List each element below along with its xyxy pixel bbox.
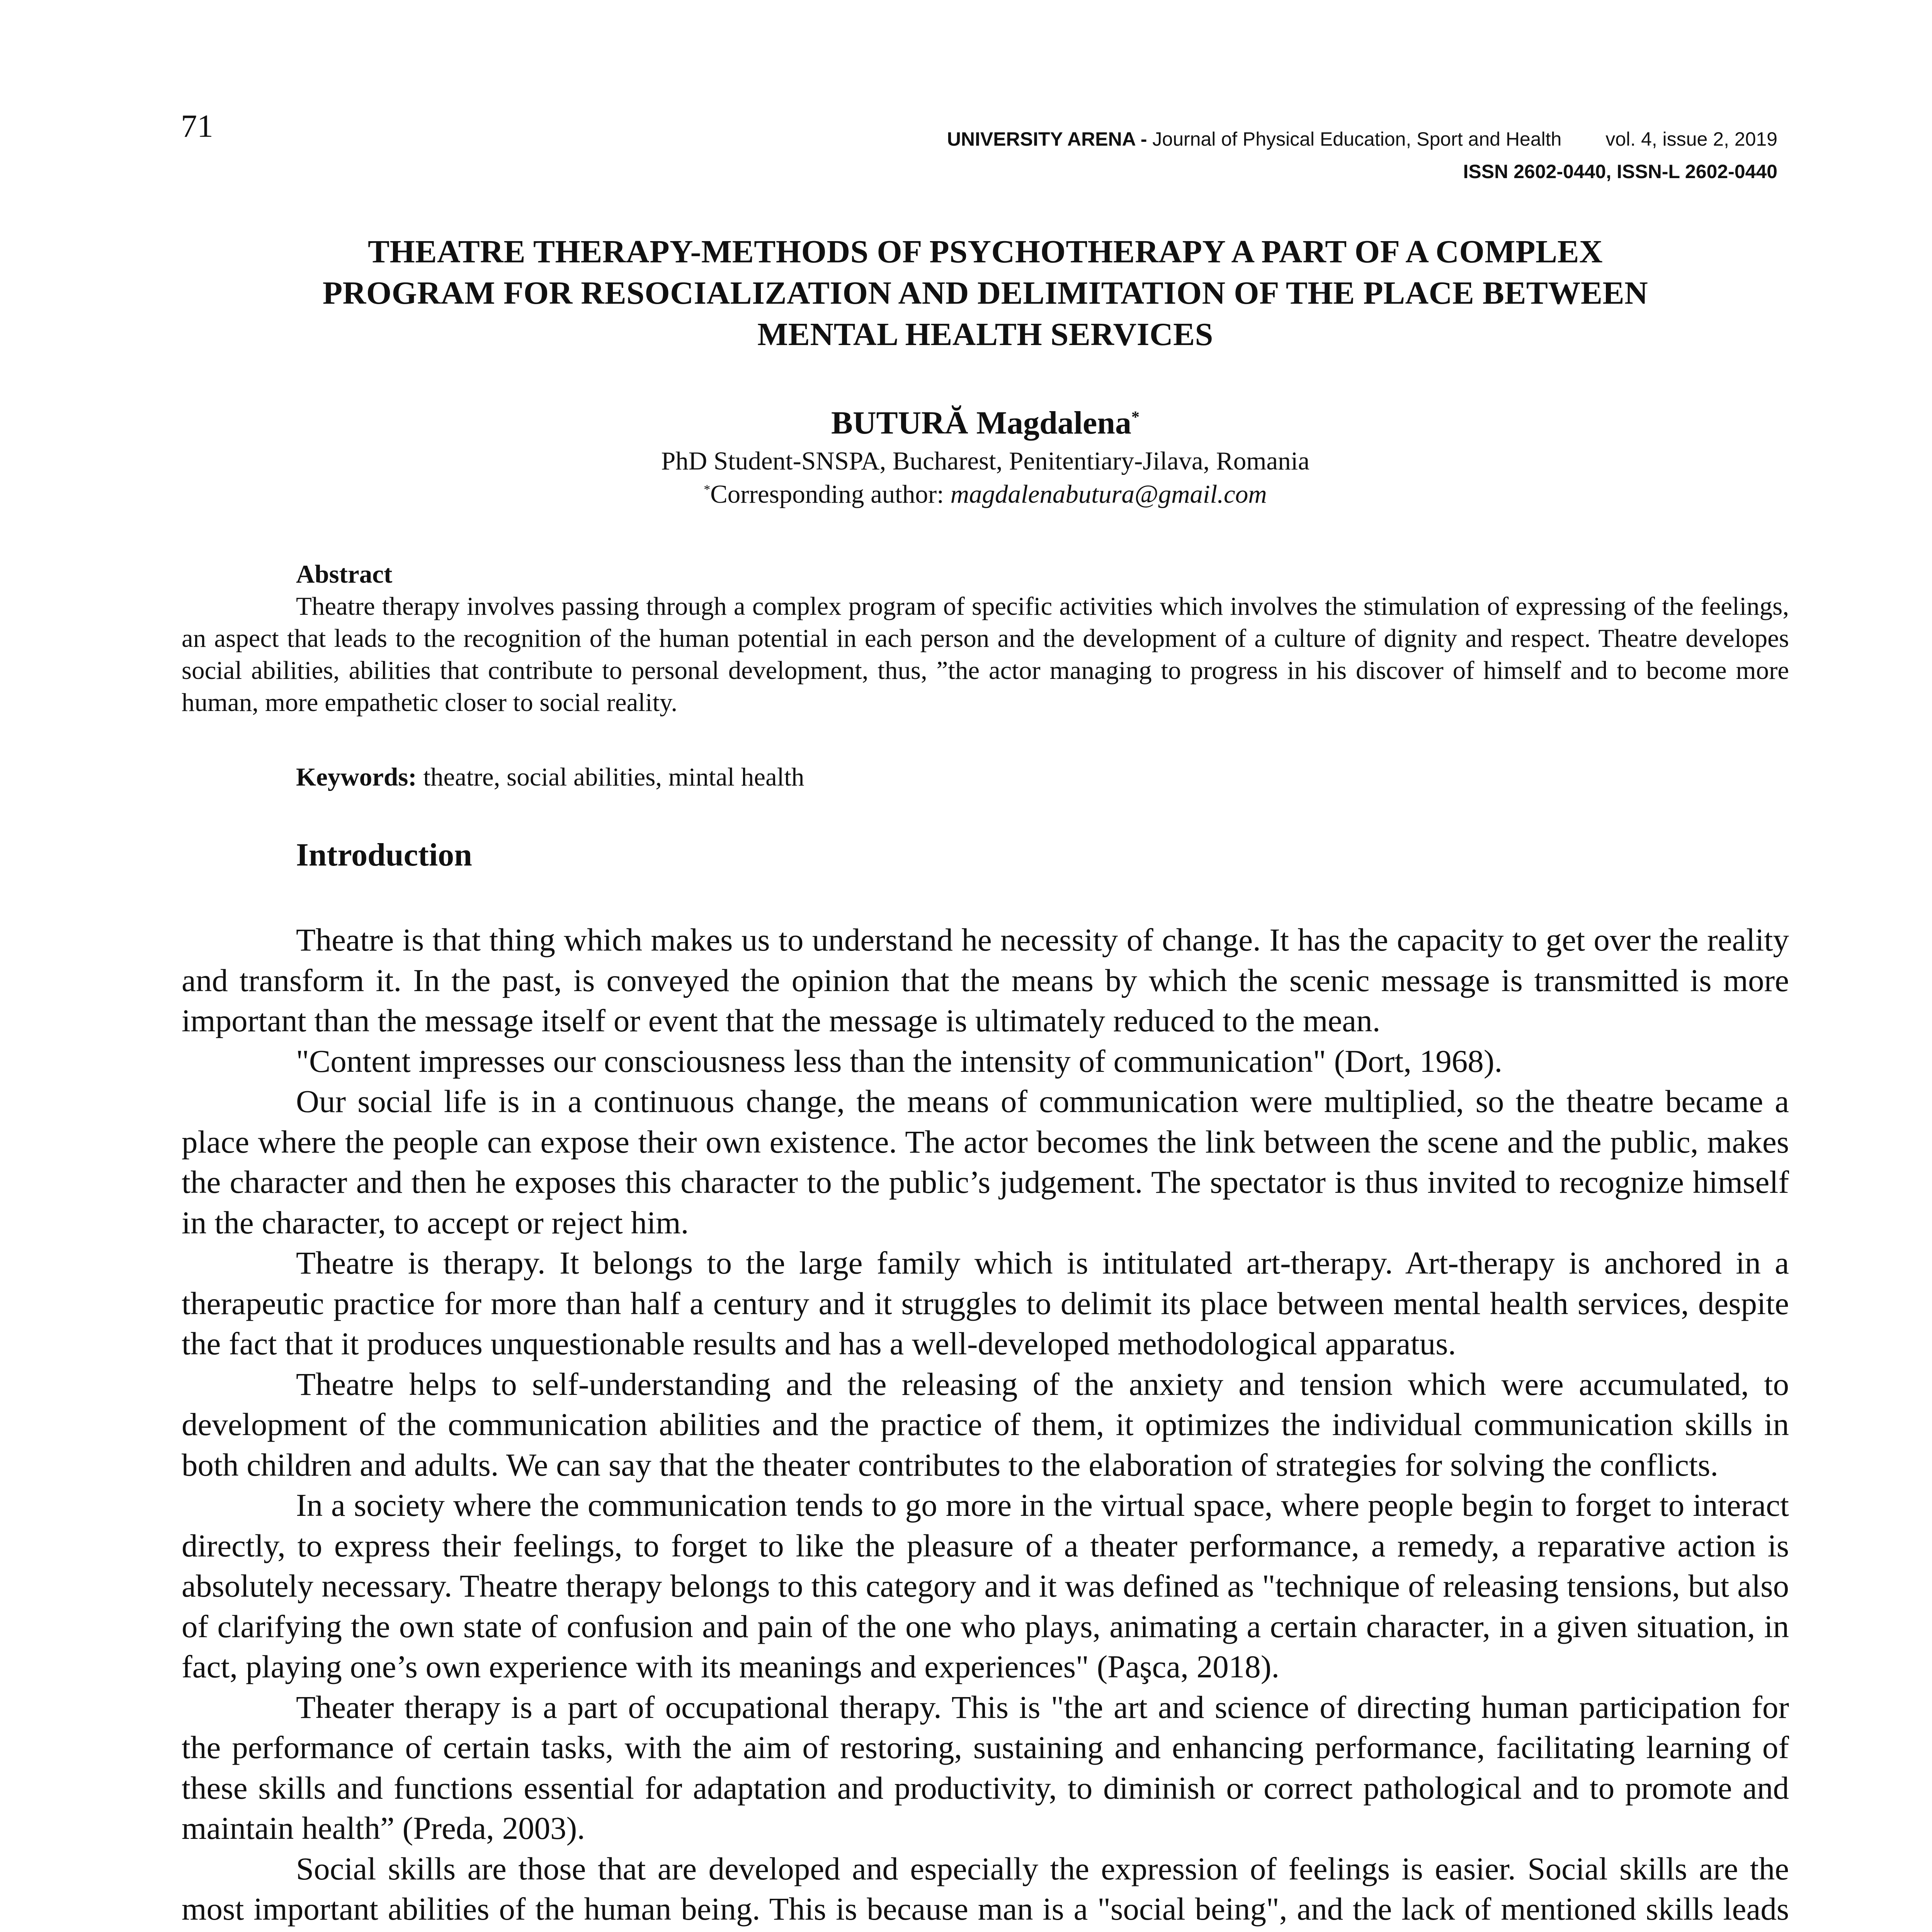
paragraph: Theatre is that thing which makes us to understand he necessity of change. It has the capacity to get over the reality and transform it. In the past, is conveyed the opinion that the means by which the scenic message is transmitted is more important than the message itself or event that the message is ultimately reduced to the mean. — [182, 922, 1789, 1038]
title-line: THEATRE THERAPY-METHODS OF PSYCHOTHERAPY A PART OF A COMPLEX — [367, 234, 1603, 270]
paragraph: Theatre helps to self-understanding and the releasing of the anxiety and tension which were accumulated, to development of the communication abilities and the practice of them, it optimizes the individual communication skills in both children and adults. We can say that the theater contributes to the elaboration of strategies for solving the conflicts. — [182, 1366, 1789, 1483]
abstract-heading: Abstract — [296, 560, 393, 588]
article-title — [182, 231, 1789, 355]
introduction-body — [182, 920, 1789, 1932]
author-name-line — [182, 402, 1789, 444]
paragraph: Theatre is therapy. It belongs to the large family which is intitulated art-therapy. Art-therapy is anchored in a therapeutic practice for more than half a century and it struggles to delimit its place between mental health services, despite the fact that it produces unquestionable results and has a well-developed methodological apparatus. — [182, 1245, 1789, 1361]
author-name: BUTURĂ Magdalena — [831, 405, 1132, 441]
journal-subtitle: Journal of Physical Education, Sport and Health — [1152, 128, 1562, 150]
corresponding-marker: * — [704, 482, 711, 497]
section-heading-introduction: Introduction — [296, 837, 472, 873]
paragraph: Our social life is in a continuous change, the means of communication were multiplied, so the theatre became a place where the people can expose their own existence. The actor becomes the link between the scene and the public, makes the character and then he exposes this character to the public’s judgement. The spectator is thus invited to recognize himself in the character, to accept or reject him. — [182, 1083, 1789, 1240]
volume-issue: vol. 4, issue 2, 2019 — [1605, 128, 1777, 150]
page-number: 71 — [181, 108, 213, 144]
running-head — [947, 123, 1777, 188]
keywords-text: theatre, social abilities, mintal health — [417, 763, 804, 791]
journal-line — [947, 123, 1777, 155]
paragraph: In a society where the communication tends to go more in the virtual space, where people begin to forget to interact directly, to express their feelings, to forget to like the pleasure of a theater performance, a remedy, a reparative action is absolutely necessary. Theatre therapy belongs to this category and it was defined as "technique of releasing tensions, but also of clarifying the own state of confusion and pain of the one who plays, animating a certain character, in a given situation, in fact, playing one’s own experience with its meanings and experiences" (Paşca, 2018). — [182, 1487, 1789, 1684]
abstract-text: Theatre therapy involves passing through a complex program of specific activities which involves the stimulation of expressing of the feelings, an aspect that leads to the recognition of the human potential in each person and the development of a culture of dignity and respect. Theatre developes social abilities, abilities that contribute to personal development, thus, ”the actor managing to progress in his discover of himself and to become more human, more empathetic closer to social reality. — [182, 592, 1789, 717]
abstract — [182, 558, 1789, 719]
author-email[interactable]: magdalenabutura@gmail.com — [950, 480, 1267, 509]
author-affiliation: PhD Student-SNSPA, Bucharest, Penitentiary-Jilava, Romania — [661, 447, 1310, 475]
author-marker: * — [1131, 408, 1140, 426]
title-line: PROGRAM FOR RESOCIALIZATION AND DELIMITATION OF THE PLACE BETWEEN — [322, 275, 1648, 311]
paragraph: "Content impresses our consciousness less than the intensity of communication" (Dort, 1968). — [296, 1043, 1503, 1079]
author-block — [182, 402, 1789, 511]
paragraph: Social skills are those that are developed and especially the expression of feelings is easier. Social skills are the most important abilities of the human being. This is because man is a "social being", and the lack of mentioned skills leads — [182, 1850, 1789, 1927]
keywords-label: Keywords: — [296, 763, 417, 791]
corresponding-label: Corresponding author: — [710, 480, 951, 509]
corresponding-author — [182, 478, 1789, 511]
issn: ISSN 2602-0440, ISSN-L 2602-0440 — [1463, 161, 1777, 182]
keywords — [296, 761, 804, 793]
title-line: MENTAL HEALTH SERVICES — [757, 316, 1213, 352]
journal-name: UNIVERSITY ARENA - — [947, 128, 1147, 150]
paragraph: Theater therapy is a part of occupational therapy. This is "the art and science of directing human participation for the performance of certain tasks, with the aim of restoring, sustaining and enhancing performance, facilitating learning of these skills and functions essential for adaptation and productivity, to diminish or correct pathological and to promote and maintain health” (Preda, 2003). — [182, 1689, 1789, 1846]
